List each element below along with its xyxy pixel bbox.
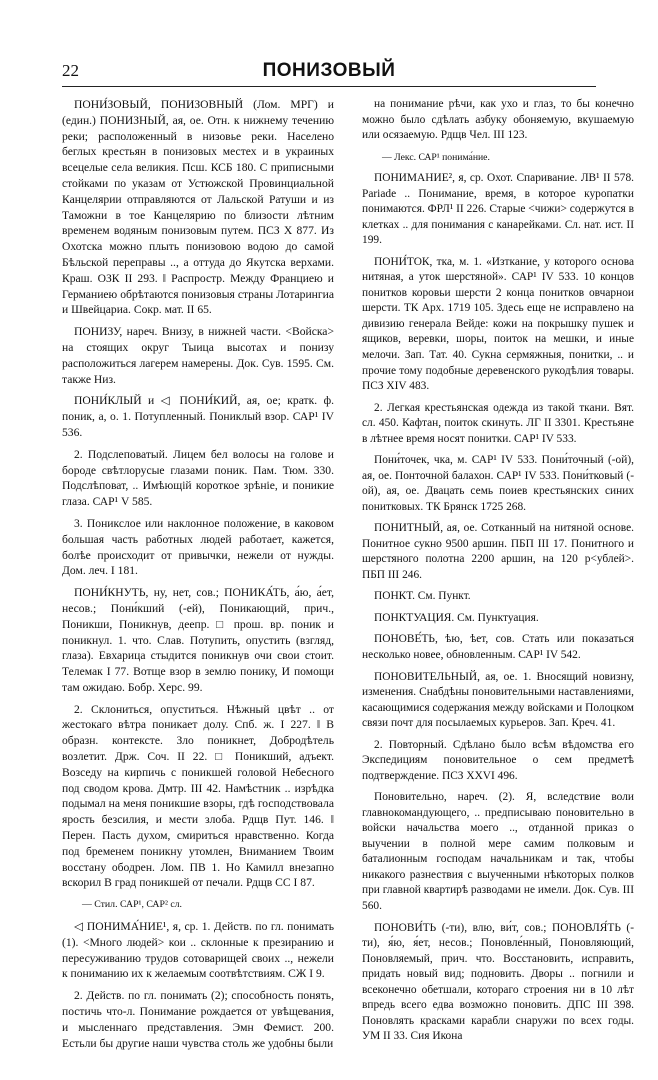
right-column	[362, 97, 634, 1051]
entry-ponitok-sense-2: 2. Легкая крестьянская одежда из такой ткани. Вят. сл. 450. Кафтан, поиток скинуть. ЛГ II 3301. Крестьяне в лѣтнее время носят понитки. САР¹ IV 533.	[362, 401, 634, 445]
entry-poniklyy-sense-2: 2. Подслеповатый. Лицем бел волосы на голове и бороде свѣтлорусые глазами поник. Пам. Тюм. 330. Подслѣповат, .. Имѣющій короткое зрѣніе, и поникие глаза. САР¹ V 585.	[62, 447, 334, 509]
page-number: 22	[62, 61, 79, 80]
entry-poniklyy: ПОНИ́КЛЫЙ и ◁ ПОНИ́КИЙ, ая, ое; кратк. ф. поник, а, о. 1. Потупленный. Пониклый взор. САР¹ IV 536.	[62, 394, 334, 439]
entry-ponizu: ПОНИЗУ, нареч. Внизу, в нижней части. <Войска> на стоящих округ Тыица высотах и понизу расположиться лагерем намерены. Док. Сув. 1595. См. также Низ.	[62, 325, 334, 386]
entry-ponovet: ПОНОВЕ́ТЬ, ѣю, ѣет, сов. Стать или показаться несколько новее, обновленным. САР¹ IV 542.	[362, 633, 634, 661]
entry-ponovitelno: Поновительно, нареч. (2). Я, вследствие воли главнокомандующего, .. предписываю поновительно в войски начальства моего .., отданной приказ о выучении в полной мере самим полковым и баталионным господам начальникам и так, чтобы никакого разнествия с выученными нѣкоторых полков при главной квартирѣ разводами не имели. Док. Сув. III 560.	[362, 791, 634, 912]
running-headword: ПОНИЗОВЫЙ	[262, 60, 396, 81]
entry-ponimanie-1: ◁ ПОНИМА́НИЕ¹, я, ср. 1. Действ. по гл. понимать (1). <Много людей> кои .. склонные к презиранию и пересуживанию трудов сотоварищей своих .., нежели к пониманию их к желаемым соотвѣтствиям. СЖ I 9.	[62, 920, 334, 981]
entry-poniknut-sense-2: 2. Склониться, опуститься. Нѣжный цвѣт .. от жестокаго вѣтра поникает долу. Спб. ж. I 227. ‖ В образн. контексте. Зло поникнет, Добродѣтель возлетит. Држ. Соч. II 22. □ Поникший, адъект. Возседу на кирпичь с поникшей головой Небесного под сводом крова. Дмтр. III 42. Намѣстник .. изрѣдка подымал на меня поникшие взоры, гдѣ господствовала ярость безсилия, и мести злоба. Рдщв Пут. 146. ‖ Перен. Пасть духом, смириться нравственно. Когда под бременем поникну утомлен, Вниманием Твоим восстану ободрен. Лом. ПВ 1. Но Камилл внезапно вскорил В град поникшей от печали. Рдщв СС I 87.	[62, 702, 334, 890]
running-header	[62, 52, 596, 87]
entry-ponktuatsiya: ПОНКТУАЦИЯ. См. Пунктуация.	[374, 611, 539, 624]
entry-ponitok: ПОНИ́ТОК, тка, м. 1. «Изткание, у которого основа нитяная, а уток шерстяной». САР¹ IV 533. 10 концов понитков коровьи шерсти 2 конца понитков овчарнои шерсти. ТК Арх. 1719 105. Здесь еще не исправлено на дивизию генерала Вейде: кожи на покрышку пушек и ящиков, веревки, шоры, поиток на мешки, и иные мелочи. Зап. Тат. 40. Сукна сермяжныя, понитки, .. и прочие тому подобные деревенского рукодѣлия товары. ПСЗ XIV 483.	[362, 255, 634, 393]
entry-ponovitelnyy: ПОНОВИТЕЛЬНЫЙ, ая, ое. 1. Вносящий новизну, изменения. Снабдѣны поновительными наставлениями, касающимися содержания между войсками и Полоцком связи почт для посылаемых курьеров. Зап. Креч. 41.	[362, 670, 634, 730]
entry-ponovit: ПОНОВИ́ТЬ (-ти), влю, ви́т, сов.; ПОНОВЛЯ́ТЬ (-ти), я́ю, я́ет, несов.; Поновле́нный, Поновляющий, Поновляемый, прич. что. Восстановить, исправить, придать новый вид; подновить. Дворы .. погнили и всеконечно обетшали, котораго строения ни в 10 лѣт впредь всего едва возможно поновить. ДПС III 398. Поновлять красками карабли снаружи по всех годы. УМ II 33. Сия Икона	[362, 921, 634, 1043]
entry-poniknut: ПОНИ́КНУТЬ, ну, нет, сов.; ПОНИКА́ТЬ, а́ю, а́ет, несов.; Пони́кший (-ей), Поникающий, прич., Поникши, Поникнув, деепр. □ прош. вр. поник и поникнул. 1. что. Слав. Потупить, опустить (взгляд, глаза). Евхарица стыдится поникнув очи свои стоит. Телемак I 77. Вотще взор в землю понику, И помощи там ожидаю. Бобр. Херс. 99.	[62, 586, 334, 694]
entry-ponkt: ПОНКТ. См. Пункт.	[374, 590, 471, 603]
entry-continuation: на понимание рѣчи, как ухо и глаз, то бы конечно можно было сдѣлать азбуку обоняемую, вкушаемую или осязаемую. Рдщв Чел. III 123.	[362, 98, 634, 142]
entry-ponovitelnyy-sense-2: 2. Повторный. Сдѣлано было всѣм вѣдомства его Экспедициям поновительное о сем предметѣ подтверждение. ПСЗ XXVI 496.	[362, 738, 634, 782]
entry-poniklyy-sense-3: 3. Поникслое или наклонное положение, в каковом большая часть работных людей работает, кажется, болѣе происходит от привычки, нежели от нужды. Дом. леч. I 181.	[62, 516, 334, 578]
left-column	[62, 97, 334, 1057]
entry-ponitnyy: ПОНИТНЫЙ, ая, ое. Сотканный на нитяной основе. Понитное сукно 9500 аршин. ПБП III 17. Понитного и шерстяного полотна 2200 аршин, на 120 р<ублей>. ПБП III 246.	[362, 522, 634, 581]
style-note: — Стил. САР¹, САР² сл.	[82, 899, 183, 911]
entry-ponitochek: Пони́точек, чка, м. САР¹ IV 533. Пони́точный (-ой), ая, ое. Понточной балахон. САР¹ IV 533. Пони́тковый (-ой), ая, ое. Двацать семь поиев крестьянских синих понитковых. ТК Брянск 1725 268.	[362, 454, 634, 513]
entry-ponizovyy: ПОНИ́ЗОВЫЙ, ПОНИЗОВНЫЙ (Лом. МРГ) и (един.) ПОНИЗНЫЙ, ая, ое. Отн. к нижнему течению реки; расположенный в низовье реки. Населено беглых крестьян в понизовых местех и в украиных всецелые села великия. Псш. КСБ 180. С приписными стойками по указам от Устюжской Провинциальной Канцелярии отправляются от Лальской Ратуши и из Таможни в тое Канцелярию по близости лѣтним временем водяным понизовым путем. ПСЗ X 877. Из Охотска можно плыть понизовою водою до самой Бѣльской переправы .., а оттуда до Якутска верхами. Краш. ОЗК II 293. ‖ Распростр. Между Франциею и Германиею обрѣтаются понизовыя страны Лотарингиа и Швейцариа. Сокр. мат. II 65.	[62, 98, 334, 317]
entry-ponimanie-2: ПОНИМАНИЕ², я, ср. Охот. Спаривание. ЛВ¹ II 578. Pariade .. Понимание, время, в которое куропатки понимаются. ФРЛ¹ II 226. Старые <чижи> содержутся в клетках .. для понимания с канарейками. Сл. нат. ист. II 199.	[362, 172, 634, 247]
entry-ponimanie-1-sense-2: 2. Действ. по гл. понимать (2); способность понять, постичь что-л. Понимание рождается от увѣщевания, и мысленнаго представления. Эмн Фемист. 200. Естьли бы другие наши чувства столь же удобны были	[62, 989, 334, 1050]
lexical-note: — Лекс. САР¹ понима́ние.	[382, 151, 490, 163]
